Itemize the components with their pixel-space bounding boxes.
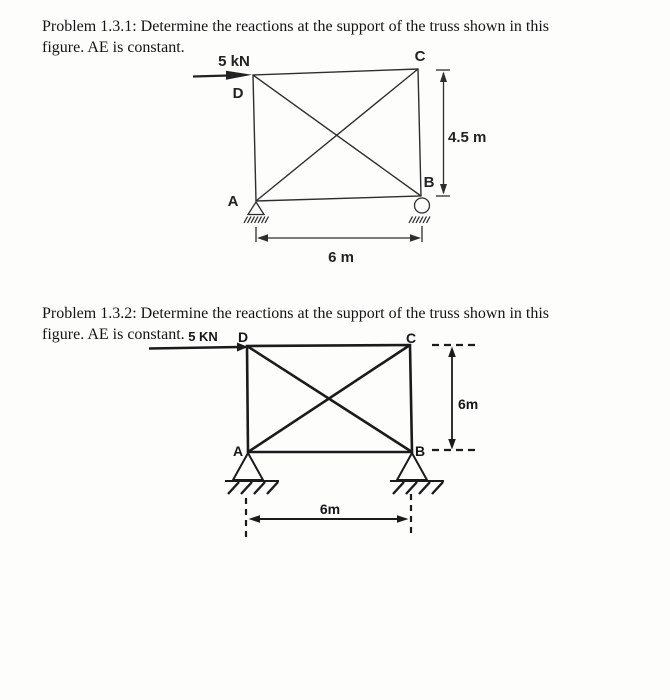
- pin-support-b2-icon: [390, 453, 444, 494]
- arrowhead-down-icon: [440, 184, 447, 195]
- width-dimension-1: [256, 226, 422, 242]
- roller-support-b-icon: [409, 198, 430, 223]
- node-label-a-2: A: [232, 443, 244, 459]
- node-label-b-2: B: [414, 443, 426, 459]
- problem-1-statement-line2: figure. AE is constant.: [42, 39, 185, 56]
- height-dim-label-2: 6m: [458, 396, 479, 412]
- pin-support-a-icon: [244, 202, 269, 223]
- load-label-1: 5 kN: [218, 53, 250, 70]
- arrowhead-right-icon: [397, 515, 409, 523]
- arrowhead-down-icon: [448, 439, 456, 450]
- truss-1-members: [253, 69, 421, 201]
- load-label-2: 5 KN: [188, 329, 218, 344]
- truss-2-members: [247, 345, 412, 452]
- width-dim-label-2: 6m: [319, 501, 341, 517]
- node-label-d-1: D: [232, 85, 244, 102]
- problem-2-statement-line2: figure. AE is constant.: [42, 326, 185, 343]
- arrowhead-up-icon: [440, 72, 447, 83]
- truss-diagram-2: [140, 325, 490, 545]
- height-dim-label-1: 4.5 m: [448, 129, 487, 146]
- width-dim-label-1: 6 m: [328, 249, 354, 266]
- node-label-c-1: C: [414, 48, 426, 65]
- arrowhead-right-icon: [226, 71, 252, 80]
- node-label-d-2: D: [237, 329, 249, 345]
- arrowhead-right-icon: [410, 234, 421, 241]
- arrowhead-left-icon: [257, 234, 268, 241]
- node-label-a-1: A: [227, 193, 239, 210]
- problem-1-statement-line1: Problem 1.3.1: Determine the reactions at the support of the truss shown in this: [42, 18, 550, 35]
- arrowhead-up-icon: [448, 347, 456, 358]
- truss-diagram-1: [170, 45, 510, 270]
- node-label-b-1: B: [423, 174, 435, 191]
- load-arrow-1: [193, 71, 252, 80]
- pin-support-a2-icon: [225, 453, 279, 494]
- arrowhead-left-icon: [249, 515, 261, 523]
- node-label-c-2: C: [405, 330, 417, 346]
- problem-2-statement-line1: Problem 1.3.2: Determine the reactions at the support of the truss shown in this: [42, 305, 550, 322]
